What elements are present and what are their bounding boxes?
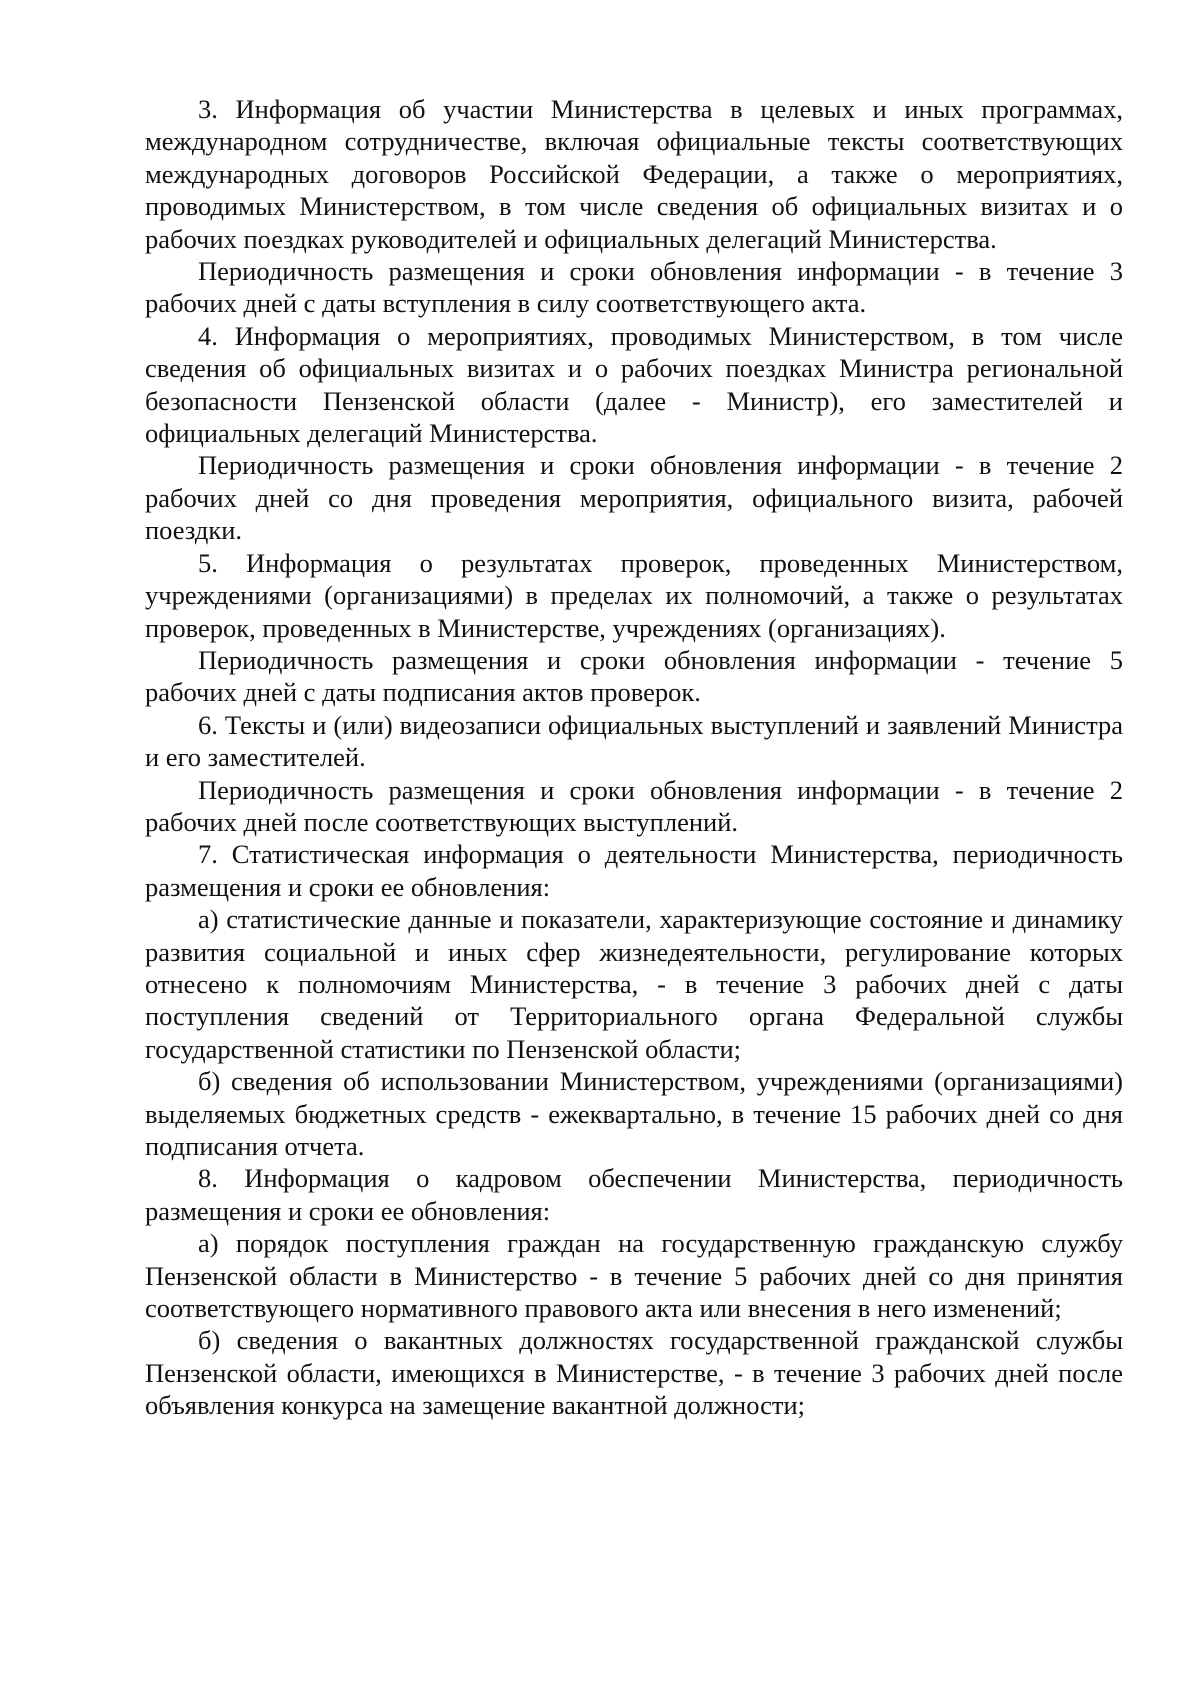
paragraph-item-5: 5. Информация о результатах проверок, проведенных Министерством, учреждениями (организациями) в пределах их полномочий, а также о результатах проверок, проведенных в Министерстве, учреждениях (организациях). [145,547,1123,643]
paragraph-periodicity-4: Периодичность размещения и сроки обновления информации - в течение 2 рабочих дней со дня проведения мероприятия, официального визита, рабочей поездки. [145,450,1123,546]
paragraph-item-7: 7. Статистическая информация о деятельности Министерства, периодичность размещения и сроки ее обновления: [145,839,1123,902]
paragraph-item-4: 4. Информация о мероприятиях, проводимых Министерством, в том числе сведения об официальных визитах и о рабочих поездках Министра региональной безопасности Пензенской области (далее - Министр), его заместителей и официальных делегаций Министерства. [145,320,1123,449]
paragraph-periodicity-3: Периодичность размещения и сроки обновления информации - в течение 3 рабочих дней с даты вступления в силу соответствующего акта. [145,256,1123,319]
paragraph-item-8b: б) сведения о вакантных должностях государственной гражданской службы Пензенской области, имеющихся в Министерстве, - в течение 3 рабочих дней после объявления конкурса на замещение вакантной должности; [145,1325,1123,1421]
paragraph-item-7b: б) сведения об использовании Министерством, учреждениями (организациями) выделяемых бюджетных средств - ежеквартально, в течение 15 рабочих дней со дня подписания отчета. [145,1066,1123,1161]
paragraph-item-8a: а) порядок поступления граждан на государственную гражданскую службу Пензенской области в Министерство - в течение 5 рабочих дней со дня принятия соответствующего нормативного правового акта или внесения в него изменений; [145,1228,1123,1324]
paragraph-item-3: 3. Информация об участии Министерства в целевых и иных программах, международном сотрудничестве, включая официальные тексты соответствующих международных договоров Российской Федерации, а также о мероприятиях, проводимых Министерством, в том числе сведения об официальных визитах и о рабочих поездках руководителей и официальных делегаций Министерства. [145,94,1123,254]
paragraph-periodicity-5: Периодичность размещения и сроки обновления информации - течение 5 рабочих дней с даты подписания актов проверок. [145,644,1123,708]
paragraph-periodicity-6: Периодичность размещения и сроки обновления информации - в течение 2 рабочих дней после соответствующих выступлений. [145,774,1123,837]
document-page [145,93,1123,1422]
paragraph-item-6: 6. Тексты и (или) видеозаписи официальных выступлений и заявлений Министра и его заместителей. [145,709,1123,773]
paragraph-item-8: 8. Информация о кадровом обеспечении Министерства, периодичность размещения и сроки ее обновления: [145,1163,1123,1226]
paragraph-item-7a: а) статистические данные и показатели, характеризующие состояние и динамику развития социальной и иных сфер жизнедеятельности, регулирование которых отнесено к полномочиям Министерства, - в течение 3 рабочих дней с даты поступления сведений от Территориального органа Федеральной службы государственной статистики по Пензенской области; [145,904,1123,1064]
